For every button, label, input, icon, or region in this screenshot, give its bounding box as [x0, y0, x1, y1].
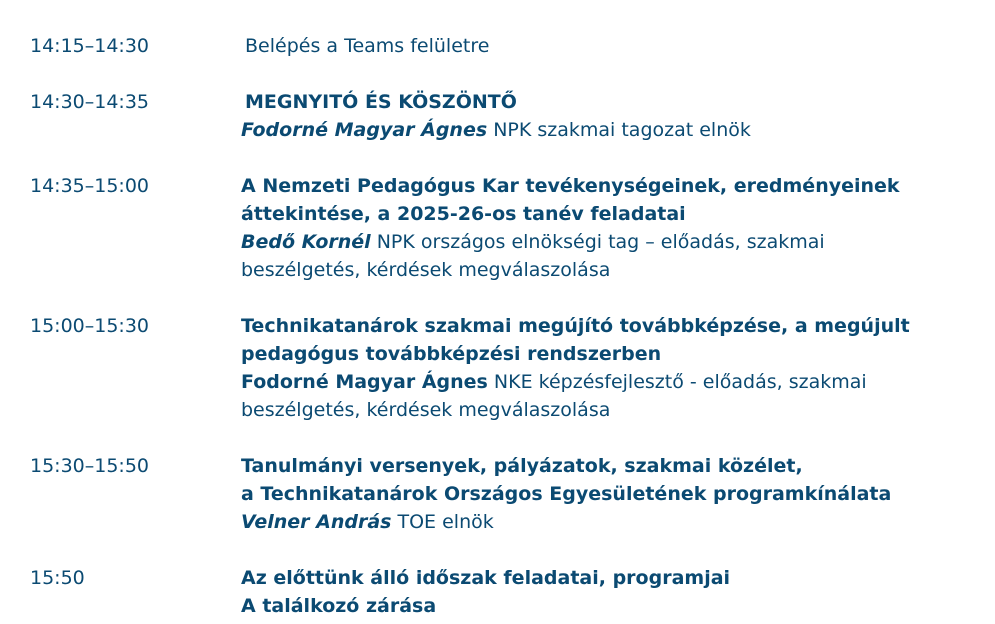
agenda-speaker-line [241, 368, 966, 396]
agenda-time: 15:30–15:50 [30, 455, 150, 477]
agenda-time: 14:30–14:35 [30, 91, 150, 113]
speaker-role: NPK szakmai tagozat elnök [493, 119, 751, 141]
agenda-speaker-line [241, 116, 966, 144]
speaker-name: Bedő Kornél [241, 231, 371, 253]
agenda-content [241, 564, 966, 620]
speaker-name: Fodorné Magyar Ágnes [241, 119, 488, 141]
agenda-content [245, 32, 970, 60]
speaker-role: beszélgetés, kérdések megválaszolása [241, 259, 611, 281]
agenda-content [241, 452, 966, 536]
agenda-content [241, 172, 966, 284]
agenda-content [241, 88, 966, 144]
agenda-content [241, 312, 966, 424]
speaker-role: NPK országos elnökségi tag – előadás, szakmai [376, 231, 825, 253]
agenda-title: MEGNYITÓ ÉS KÖSZÖNTŐ [245, 91, 517, 113]
agenda-title: pedagógus továbbképzési rendszerben [241, 343, 662, 365]
agenda-title: Tanulmányi versenyek, pályázatok, szakmai közélet, [241, 455, 803, 477]
agenda-title: a Technikatanárok Országos Egyesületének programkínálata [241, 483, 892, 505]
agenda-time: 15:50 [30, 567, 85, 589]
speaker-role: beszélgetés, kérdések megválaszolása [241, 399, 611, 421]
agenda-time: 14:15–14:30 [30, 35, 150, 57]
agenda-title: áttekintése, a 2025-26-os tanév feladatai [241, 203, 686, 225]
agenda-title: Az előttünk álló időszak feladatai, programjai [241, 567, 731, 589]
speaker-name: Fodorné Magyar Ágnes [241, 371, 488, 393]
agenda-speaker-line [241, 228, 966, 256]
speaker-role: TOE elnök [397, 511, 494, 533]
agenda-description: Belépés a Teams felületre [245, 35, 490, 57]
agenda-time: 14:35–15:00 [30, 175, 150, 197]
speaker-name: Velner András [241, 511, 392, 533]
agenda-time: 15:00–15:30 [30, 315, 150, 337]
agenda-speaker-line [241, 508, 966, 536]
agenda-title: A Nemzeti Pedagógus Kar tevékenységeinek, eredményeinek [241, 175, 900, 197]
agenda-title: Technikatanárok szakmai megújító továbbképzése, a megújult [241, 315, 910, 337]
speaker-role: NKE képzésfejlesztő - előadás, szakmai [493, 371, 867, 393]
agenda-title: A találkozó zárása [241, 595, 437, 617]
